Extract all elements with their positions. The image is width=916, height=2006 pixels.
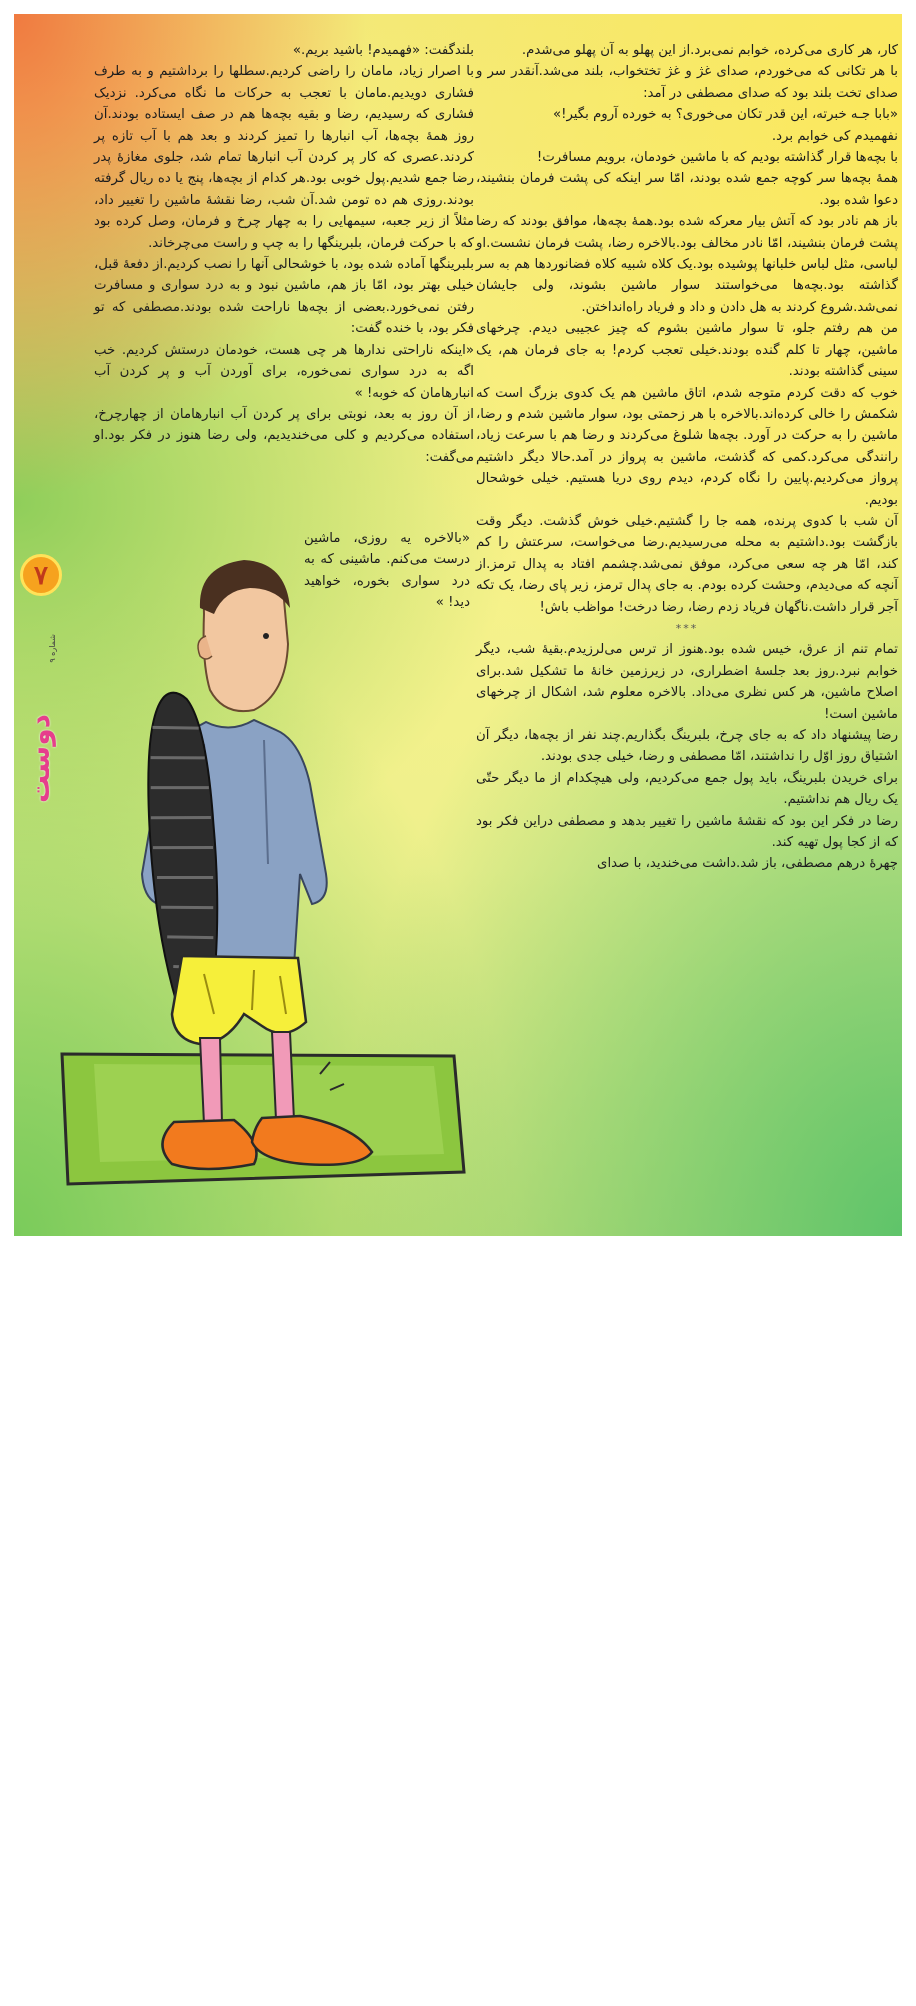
paragraph: رضا پیشنهاد داد که به جای چرخ، بلبرینگ بگذاریم.چند نفر از بچه‌ها، دیگر آن اشتیاق روز اوّل را نداشتند، امّا مصطفی و رضا، خیلی جدی بودند. xyxy=(476,728,898,765)
paragraph: نفهمیدم کی خوابم برد. xyxy=(771,128,898,144)
left-shoe xyxy=(162,1120,256,1169)
paragraph: باز هم نادر بود که آتش بیار معرکه شده بود.همهٔ بچه‌ها، موافق بودند که رضا پشت فرمان بنشیند، امّا نادر مخالف بود.بالاخره رضا، پشت فرمان نشست.او لباسی، مثل لباس خلبانها پوشیده بود.یک کلاه شبیه کلاه فضانوردها هم به سر گذاشته بود.بچه‌ها می‌خواستند سوار ماشین بشوند، ولی جایشان نمی‌شد.شروع کردند به هل دادن و داد و فریاد راه‌انداختن. xyxy=(476,214,898,315)
paragraph: بلبرینگها آماده شده بود، با خوشحالی آنها را نصب کردیم.از دفعهٔ قبل، خیلی بهتر بود، امّا باز هم، ماشین نبود و به درد سواری و مسافرت رفتن نمی‌خورد.بعضی از بچه‌ها ناراحت شده بودند.مصطفی که تو فکر بود، با خنده گفت: xyxy=(94,257,474,337)
magazine-page xyxy=(14,14,902,1236)
right-text-column xyxy=(476,40,898,875)
paragraph: خوب که دقت کردم متوجه شدم، اتاق ماشین هم یک کدوی بزرگ است که شکمش را خالی کرده‌اند.بالاخره با هر زحمتی بود، سوار ماشین شدم و رضا، ماشین را به حرکت در آورد. بچه‌ها شلوغ می‌کردند و رضا هم با سرعت زیاد، رانندگی می‌کرد.کمی که گذشت، ماشین به پرواز در آمد.حالا دیگر داشتیم پرواز می‌کردیم.پایین را نگاه کردم، دیدم روی دریا هستیم. خیلی خوشحال بودیم. xyxy=(476,385,898,508)
paragraph: رضا در فکر این بود که نقشهٔ ماشین را تغییر بدهد و مصطفی دراین فکر بود که از کجا پول تهیه کند. xyxy=(476,813,898,851)
paragraph: همهٔ بچه‌ها سر کوچه جمع شده بودند، امّا سر اینکه کی پشت فرمان بنشیند، دعوا شده بود. xyxy=(476,171,898,208)
right-leg xyxy=(272,1032,294,1120)
paragraph: چهرهٔ درهم مصطفی، باز شد.داشت می‌خندید، با صدای xyxy=(597,856,898,872)
left-leg xyxy=(200,1038,222,1124)
paragraph: آن شب با کدوی پرنده، همه جا را گشتیم.خیلی خوش گذشت. دیگر وقت بازگشت بود.داشتیم به محله می‌رسیدیم.رضا می‌خواست، سرعتش را کم کند، امّا هر چه سعی می‌کرد، موفق نمی‌شد.چشمم افتاد به پدال ترمز.از آنچه که می‌دیدم، وحشت کرده بودم. به جای پدال ترمز، زیر پای رضا، یک تکه آجر قرار داشت.ناگهان فریاد زدم رضا، رضا درخت! مواظب باش! xyxy=(476,513,898,615)
paragraph: از آن روز به بعد، نوبتی برای پر کردن آب انبارهامان از چهارچرخ، استفاده می‌کردیم و کلی می‌خندیدیم، ولی رضا هنوز در فکر بود.او می‌گفت: xyxy=(94,406,474,465)
eye xyxy=(263,633,269,639)
paragraph: تمام تنم از عرق، خیس شده بود.هنوز از ترس می‌لرزیدم.بقیهٔ شب، دیگر خوابم نبرد.روز بعد جلسهٔ اضطراری، در زیرزمین خانهٔ ما تشکیل شد.برای اصلاح ماشین، هر کس نظری می‌داد. بالاخره معلوم شد، اشکال از چرخهای ماشین است! xyxy=(476,642,898,722)
paragraph: کار، هر کاری می‌کرده، خوابم نمی‌برد.از این پهلو به آن پهلو می‌شدم. xyxy=(521,43,898,58)
section-separator: *** xyxy=(675,621,699,635)
issue-label: شماره ۹ xyxy=(48,634,57,663)
page-number-badge: ۷ xyxy=(20,554,62,596)
paragraph: من هم رفتم جلو، تا سوار ماشین بشوم که چیز عجیبی دیدم. چرخهای ماشین، چهار تا کلم گنده بودند.خیلی تعجب کردم! به جای فرمان هم، یک سینی گذاشته بودند. xyxy=(476,321,898,380)
left-text-column xyxy=(94,40,474,468)
paragraph: با بچه‌ها قرار گذاشته بودیم که با ماشین خودمان، برویم مسافرت! xyxy=(536,150,898,166)
paragraph: بلندگفت: «فهمیدم! باشید بریم.» xyxy=(292,43,474,58)
magazine-logo: دوست xyxy=(23,714,56,803)
paragraph: برای خریدن بلبرینگ، باید پول جمع می‌کردیم، ولی هیچکدام از ما دیگر حتّی یک ریال هم نداشتیم. xyxy=(476,770,898,808)
paragraph: «اینکه ناراحتی ندارها هر چی هست، خودمان درستش کردیم. خب اگه به درد سواری نمی‌خوره، برای آوردن آب و پر کردن آب انبارهامان که خوبه! » xyxy=(94,342,474,401)
quote-text: «بالاخره یه روزی، ماشین درست می‌کنم. ماشینی که به درد سواری بخوره، خواهید دید! » xyxy=(304,531,470,611)
paragraph: «بابا جـه خبرته، این قدر تکان می‌خوری؟ به خورده آروم بگیر!» xyxy=(552,107,898,123)
shorts xyxy=(172,956,306,1044)
paragraph: با اصرار زیاد، مامان را راضی کردیم.سطلها را برداشتیم و به طرف فشاری دویدیم.مامان با تعجب به حرکات ما نگاه می‌کرد. نزدیک فشاری که رسیدیم، رضا و بقیه بچه‌ها هم در صف ایستاده بودند.آن روز همهٔ بچه‌ها، آب انبارها را تمیز کردند و بعد هم با آب تازه پر کردند.عصری که کار پر کردن آب انبارها تمام شد، جلوی مغازهٔ پدر رضا جمع شدیم.پول خوبی بود.هر کدام از بچه‌ها، پنج یا ده ریال گرفته بودند.روزی هم ده تومن شد.آن شب، رضا نقشهٔ ماشین را تغییر داد، مثلاً از زیر جعبه، سیمهایی را به چهار چرخ و فرمان، وصل کرده بود که با حرکت فرمان، بلبرینگها را به چپ و راست می‌چرخاند. xyxy=(94,64,474,251)
boy-with-tire-icon xyxy=(54,544,484,1204)
paragraph: با هر تکانی که می‌خوردم، صدای غژ و غژ تختخواب، بلند می‌شد.آنقدر سر و صدای تخت بلند بود که صدای مصطفی در آمد: xyxy=(476,64,898,101)
